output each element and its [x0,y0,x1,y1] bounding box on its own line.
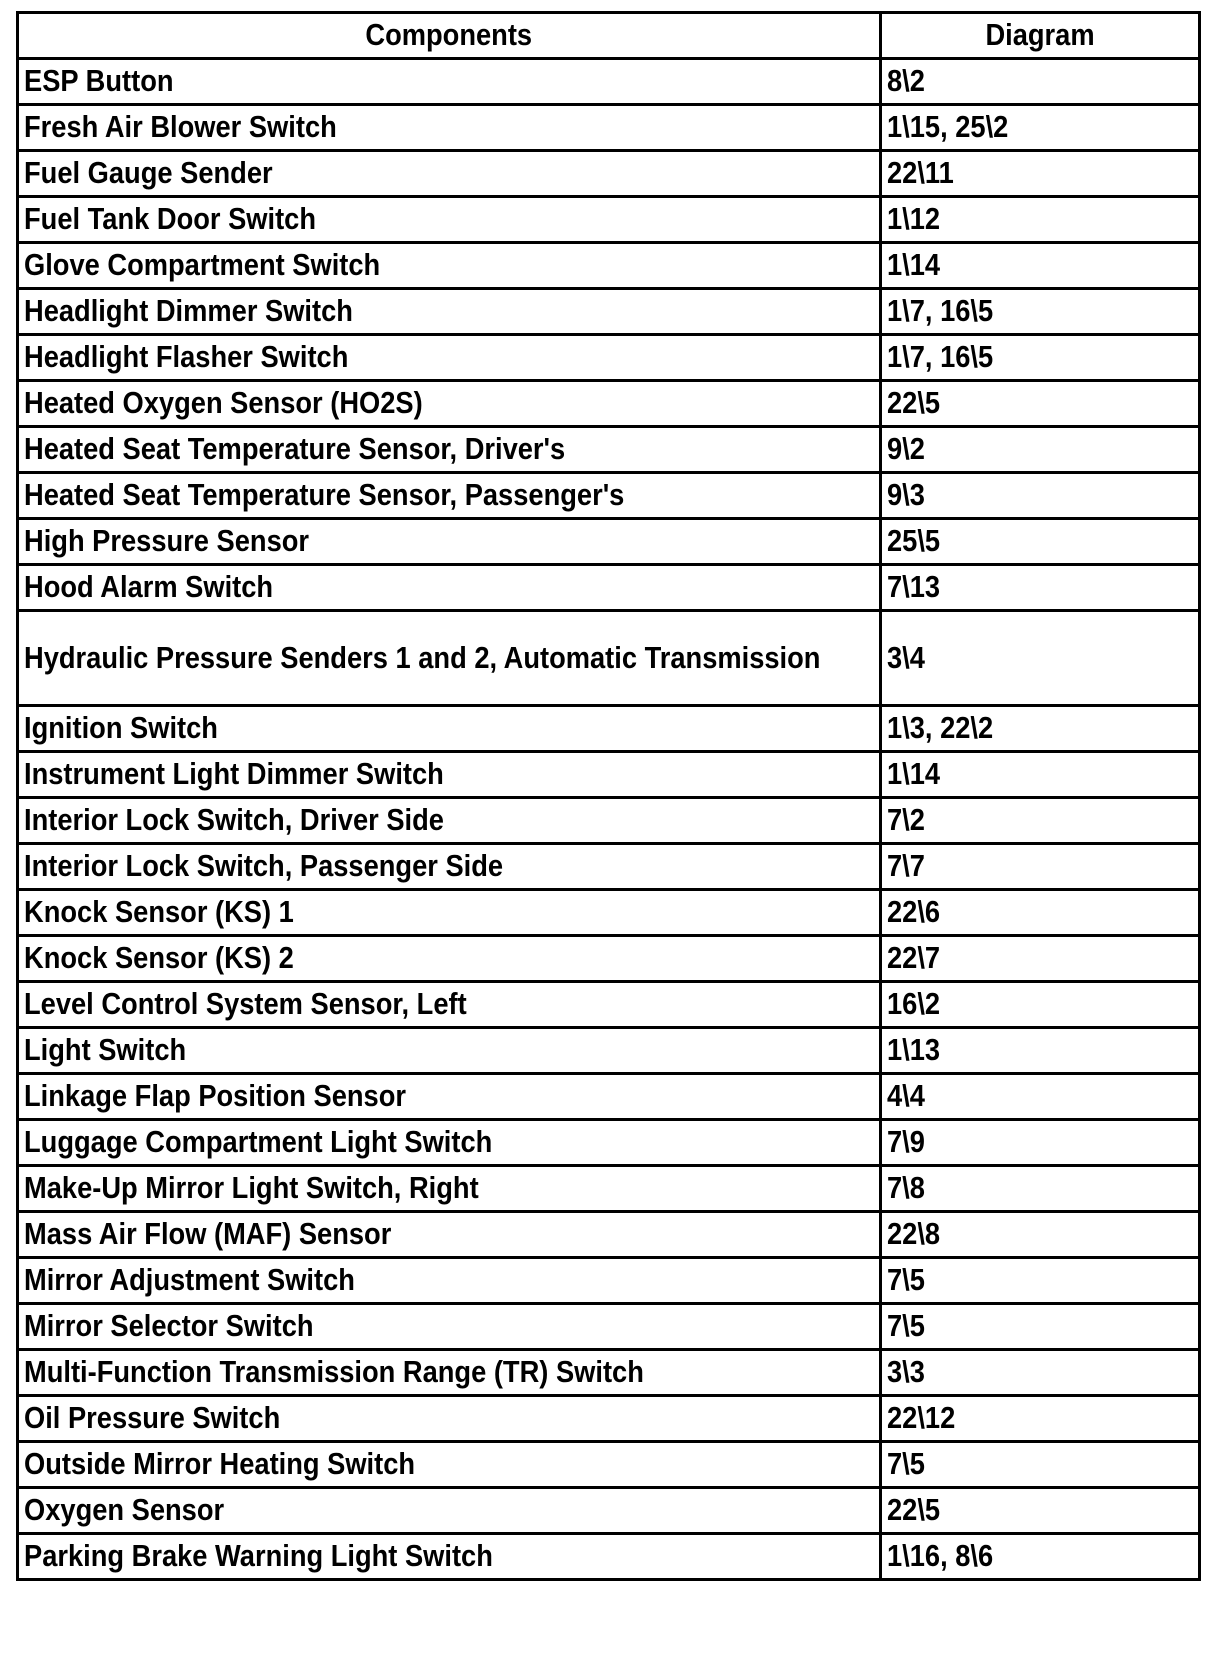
table-row [18,1166,1200,1212]
component-cell [18,1212,881,1258]
table-row [18,1534,1200,1580]
component-name: High Pressure Sensor [24,523,310,559]
diagram-reference: 7\7 [887,848,925,884]
component-name: Instrument Light Dimmer Switch [24,756,444,792]
component-cell [18,243,881,289]
diagram-cell [881,427,1200,473]
diagram-cell [881,752,1200,798]
component-name: Heated Seat Temperature Sensor, Driver's [24,431,566,467]
component-name: Ignition Switch [24,710,218,746]
diagram-reference: 22\11 [887,155,954,191]
diagram-reference: 7\9 [887,1124,925,1160]
component-name: Hydraulic Pressure Senders 1 and 2, Automatic Transmission [24,639,821,675]
diagram-cell [881,936,1200,982]
diagram-reference: 25\5 [887,523,941,559]
component-name: Oxygen Sensor [24,1492,225,1528]
diagram-reference: 3\4 [887,639,925,675]
component-cell [18,151,881,197]
component-name: Heated Seat Temperature Sensor, Passenger's [24,477,625,513]
component-cell [18,706,881,752]
components-diagram-table [16,11,1201,1581]
table-row [18,1028,1200,1074]
component-name: Interior Lock Switch, Passenger Side [24,848,504,884]
component-cell [18,335,881,381]
diagram-cell [881,335,1200,381]
table-row [18,1258,1200,1304]
component-name: Heated Oxygen Sensor (HO2S) [24,385,423,421]
diagram-cell [881,1212,1200,1258]
diagram-reference: 1\14 [887,247,941,283]
diagram-reference: 9\2 [887,431,925,467]
diagram-cell [881,243,1200,289]
diagram-reference: 9\3 [887,477,925,513]
component-cell [18,1396,881,1442]
diagram-reference: 22\12 [887,1400,956,1436]
diagram-reference: 16\2 [887,986,941,1022]
component-name: Fuel Tank Door Switch [24,201,317,237]
table-row [18,1074,1200,1120]
table-row [18,473,1200,519]
diagram-reference: 1\14 [887,756,941,792]
component-name: Hood Alarm Switch [24,569,274,605]
diagram-cell [881,105,1200,151]
diagram-cell [881,1074,1200,1120]
component-name: Multi-Function Transmission Range (TR) Switch [24,1354,644,1390]
component-name: Oil Pressure Switch [24,1400,281,1436]
table-row [18,243,1200,289]
diagram-cell [881,1534,1200,1580]
component-cell [18,1304,881,1350]
diagram-reference: 1\7, 16\5 [887,339,994,375]
diagram-reference: 1\7, 16\5 [887,293,994,329]
component-name: Fuel Gauge Sender [24,155,273,191]
component-name: Level Control System Sensor, Left [24,986,467,1022]
component-cell [18,1028,881,1074]
component-cell [18,1442,881,1488]
diagram-cell [881,59,1200,105]
table-row [18,1304,1200,1350]
component-name: Light Switch [24,1032,187,1068]
table-row [18,565,1200,611]
table-body [18,59,1200,1580]
diagram-reference: 1\15, 25\2 [887,109,1009,145]
component-name: Interior Lock Switch, Driver Side [24,802,444,838]
table-row [18,289,1200,335]
component-name: Mass Air Flow (MAF) Sensor [24,1216,392,1252]
component-name: Luggage Compartment Light Switch [24,1124,493,1160]
diagram-cell [881,611,1200,706]
diagram-cell [881,381,1200,427]
table-row [18,1212,1200,1258]
component-cell [18,611,881,706]
component-cell [18,565,881,611]
component-cell [18,59,881,105]
component-cell [18,473,881,519]
component-cell [18,519,881,565]
component-name: Outside Mirror Heating Switch [24,1446,416,1482]
table-row [18,105,1200,151]
component-name: Headlight Flasher Switch [24,339,349,375]
diagram-reference: 22\5 [887,385,941,421]
diagram-cell [881,1442,1200,1488]
component-cell [18,381,881,427]
component-cell [18,752,881,798]
table-row [18,519,1200,565]
header-row [18,13,1200,59]
component-name: Make-Up Mirror Light Switch, Right [24,1170,479,1206]
component-name: Knock Sensor (KS) 1 [24,894,294,930]
diagram-cell [881,890,1200,936]
component-name: Fresh Air Blower Switch [24,109,337,145]
table-row [18,1350,1200,1396]
table-row [18,752,1200,798]
component-cell [18,289,881,335]
component-name: Parking Brake Warning Light Switch [24,1538,493,1574]
diagram-cell [881,1166,1200,1212]
component-name: Headlight Dimmer Switch [24,293,353,329]
table-row [18,611,1200,706]
components-table-wrapper [16,11,1201,1581]
diagram-reference: 22\7 [887,940,941,976]
component-cell [18,1166,881,1212]
diagram-cell [881,519,1200,565]
table-row [18,59,1200,105]
component-name: ESP Button [24,63,174,99]
diagram-reference: 3\3 [887,1354,925,1390]
diagram-reference: 7\8 [887,1170,925,1206]
diagram-cell [881,197,1200,243]
diagram-cell [881,151,1200,197]
table-row [18,1488,1200,1534]
component-cell [18,1534,881,1580]
component-cell [18,890,881,936]
table-row [18,197,1200,243]
diagram-reference: 4\4 [887,1078,925,1114]
header-components-label: Components [365,17,533,53]
component-name: Knock Sensor (KS) 2 [24,940,294,976]
component-name: Linkage Flap Position Sensor [24,1078,406,1114]
component-cell [18,844,881,890]
diagram-cell [881,798,1200,844]
diagram-cell [881,1258,1200,1304]
table-row [18,936,1200,982]
diagram-cell [881,1120,1200,1166]
diagram-reference: 7\13 [887,569,941,605]
table-row [18,844,1200,890]
diagram-reference: 7\5 [887,1446,925,1482]
diagram-reference: 1\12 [887,201,941,237]
diagram-reference: 1\3, 22\2 [887,710,994,746]
table-row [18,706,1200,752]
diagram-cell [881,1304,1200,1350]
table-row [18,1442,1200,1488]
table-row [18,1120,1200,1166]
component-cell [18,1120,881,1166]
diagram-reference: 22\8 [887,1216,941,1252]
table-row [18,381,1200,427]
component-cell [18,1350,881,1396]
diagram-reference: 7\5 [887,1308,925,1344]
diagram-reference: 22\5 [887,1492,941,1528]
diagram-reference: 7\5 [887,1262,925,1298]
diagram-reference: 8\2 [887,63,925,99]
table-row [18,335,1200,381]
diagram-reference: 7\2 [887,802,925,838]
component-cell [18,1488,881,1534]
header-components [18,13,881,59]
diagram-cell [881,844,1200,890]
diagram-reference: 22\6 [887,894,941,930]
table-header [18,13,1200,59]
table-row [18,427,1200,473]
component-cell [18,427,881,473]
diagram-cell [881,289,1200,335]
header-diagram-label: Diagram [985,17,1095,53]
diagram-reference: 1\13 [887,1032,941,1068]
component-cell [18,982,881,1028]
table-row [18,798,1200,844]
table-row [18,151,1200,197]
diagram-reference: 1\16, 8\6 [887,1538,994,1574]
component-cell [18,1258,881,1304]
table-row [18,890,1200,936]
diagram-cell [881,982,1200,1028]
diagram-cell [881,1028,1200,1074]
header-diagram [881,13,1200,59]
component-name: Glove Compartment Switch [24,247,381,283]
component-name: Mirror Selector Switch [24,1308,314,1344]
component-cell [18,1074,881,1120]
table-row [18,982,1200,1028]
diagram-cell [881,473,1200,519]
diagram-cell [881,1396,1200,1442]
component-cell [18,936,881,982]
table-row [18,1396,1200,1442]
diagram-cell [881,1350,1200,1396]
component-cell [18,798,881,844]
component-name: Mirror Adjustment Switch [24,1262,355,1298]
component-cell [18,105,881,151]
diagram-cell [881,1488,1200,1534]
diagram-cell [881,565,1200,611]
component-cell [18,197,881,243]
diagram-cell [881,706,1200,752]
